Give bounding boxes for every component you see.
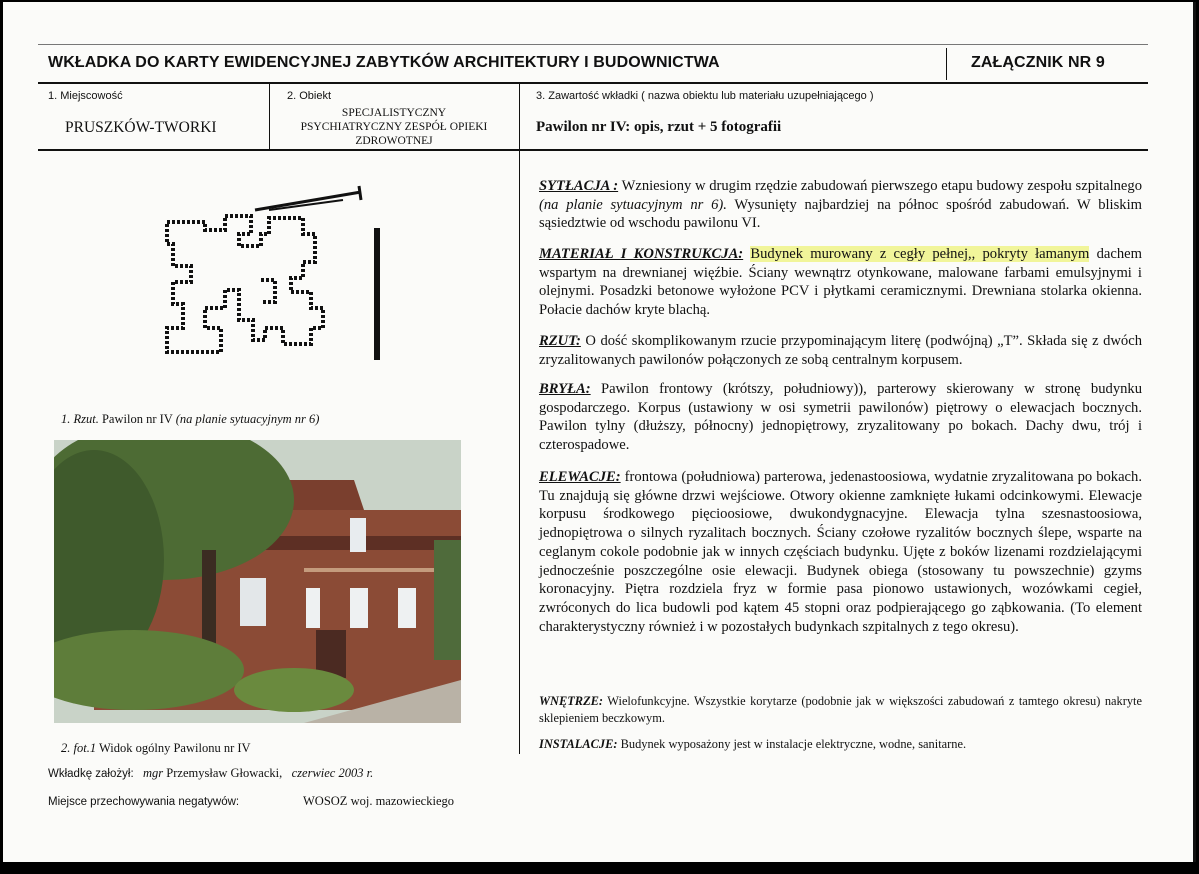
- photo-gable: [284, 480, 364, 510]
- author-name: Przemysław Głowacki,: [166, 766, 283, 780]
- building-photo: [54, 440, 461, 723]
- storage-line: [48, 794, 455, 809]
- author-title: mgr: [143, 766, 164, 780]
- section-text: dachem wspartym na drewnianej więźbie. Ściany wewnątrz otynkowane, malowane farbami emulsyjnymi i olejnymi. Posadzki betonowe wyłożone PCV i płytkami ceramicznymi. Drewniana stolarka okienna. Połacie dachów kryte blachą.: [539, 246, 1142, 319]
- section-heading: SYTŁACJA :: [539, 178, 619, 194]
- section-text: Pawilon frontowy (krótszy, południowy)), parterowy skierowany w stronę budynku gospodarczego. Korpus (ustawiony w osi symetrii pawilonów) piętrowy o elewacjach bocznych. Pawilon tylny (dłuższy, północny) jednopiętrowy, zryzalitowany po bokach. Dachy dwu, trój i czterospadowe.: [539, 381, 1143, 454]
- column-divider: [519, 84, 520, 754]
- fields-rule: [38, 149, 1148, 151]
- photo-window: [240, 578, 266, 626]
- section-elewacje: [539, 468, 1142, 636]
- photo-window: [350, 518, 366, 552]
- storage-label: Miejsce przechowywania negatywów:: [48, 796, 240, 808]
- floor-plan-outline: [167, 216, 323, 352]
- photo-tree-right: [434, 540, 461, 660]
- north-arrow-tick: [359, 186, 361, 200]
- section-instalacje: [539, 736, 1142, 753]
- photo-caption-text: Widok ogólny Pawilonu nr IV: [98, 741, 251, 755]
- plan-caption-rzut: Rzut.: [73, 412, 99, 426]
- record-card: [3, 2, 1196, 862]
- plan-caption: [61, 412, 319, 427]
- section-text: Wielofunkcyjne. Wszystkie korytarze (podobnie jak w większości zabudowań z tamtego okresu) nakryte sklepieniem beczkowym.: [539, 694, 1142, 725]
- photo-caption-fot: fot.1: [73, 741, 97, 755]
- section-material: [539, 245, 1142, 320]
- photo-window: [350, 588, 368, 628]
- floor-plan-inner: [261, 280, 275, 302]
- object-label: 2. Obiekt: [287, 90, 332, 102]
- floor-plan-drawing: [143, 182, 393, 372]
- section-text: frontowa (południowa) parterowa, jedenastoosiowa, wydatnie zryzalitowana po bokach. Tu znajdują się główne drzwi wejściowe. Otwory okienne zamknięte łukami odcinkowymi. Elewacje korpusu środkowego pięcioosiowe, dwukondygnacyjne. Elewacja tylna szesnastoosiowa, jednopiętrowa o silnych ryzalitach bocznych. Ściany czołowe ryzalitów bocznych ślepe, wsparte na ceglanym cokole podobnie jak w innych częściach budynku. Ujęte z boków lizenami rozdzielającymi jednocześnie poszczególne osie elewacji. Budynek obiega (stosowany tu powszechnie) gzyms koronacyjny. Piętra rozdziela fryz w formie pasa pionowo ustawionych, wozówkami cegieł, zwróconych do lica budowli pod kątem 45 stopni oraz podpierającego go ząbkowania. (To element charakterystyczny również i w pozostałych budynkach szpitalnych z tego okresu).: [539, 469, 1142, 635]
- header-rule: [38, 82, 1148, 84]
- locality-value: PRUSZKÓW-TWORKI: [65, 119, 217, 136]
- plan-caption-num: 1.: [61, 412, 71, 426]
- object-value-line: PSYCHIATRYCZNY ZESPÓŁ OPIEKI: [300, 121, 488, 133]
- photo-window: [306, 588, 320, 628]
- section-bryla: [539, 380, 1142, 455]
- storage-value: WOSOZ woj. mazowieckiego: [303, 794, 455, 808]
- top-border: [38, 44, 1148, 45]
- section-text-italic: (na planie sytuacyjnym nr 6).: [539, 196, 727, 213]
- section-rzut: [539, 332, 1142, 369]
- object-value-line: ZDROWOTNEJ: [355, 135, 433, 147]
- section-text: Budynek wyposażony jest w instalacje elektryczne, wodne, sanitarne.: [620, 737, 967, 751]
- north-arrow-line: [255, 192, 361, 210]
- locality-label: 1. Miejscowość: [48, 90, 123, 102]
- author-line: [48, 766, 373, 781]
- section-text: Wysunięty najbardziej na północ spośród zabudowań. W bliskim sąsiedztwie od wschodu pawilonu VI.: [539, 196, 1142, 232]
- contents-label: 3. Zawartość wkładki ( nazwa obiektu lub materiału uzupełniającego ): [536, 90, 874, 102]
- photo-window: [398, 588, 416, 628]
- card-title: WKŁADKA DO KARTY EWIDENCYJNEJ ZABYTKÓW ARCHITEKTURY I BUDOWNICTWA: [48, 54, 720, 71]
- object-value-line: SPECJALISTYCZNY: [341, 107, 447, 119]
- section-heading: BRYŁA:: [539, 381, 591, 397]
- attachment-number: ZAŁĄCZNIK NR 9: [971, 54, 1105, 71]
- section-heading: RZUT:: [539, 333, 581, 349]
- highlighted-text: Budynek murowany z cegły pełnej,, pokryty łamanym: [750, 246, 1090, 262]
- section-heading: MATERIAŁ I KONSTRUKCJA:: [539, 246, 744, 262]
- section-text: O dość skomplikowanym rzucie przypominającym literę (podwójną) „T”. Składa się z dwóch zryzalitowanych pawilonów połączonych ze sobą centralnym korpusem.: [539, 333, 1142, 368]
- section-sytuacja: [539, 177, 1142, 233]
- author-label: Wkładkę założył:: [48, 768, 134, 780]
- section-heading: ELEWACJE:: [539, 469, 621, 485]
- scale-bar: [374, 228, 380, 360]
- author-date: czerwiec 2003 r.: [291, 766, 374, 780]
- field-divider-1: [269, 84, 270, 150]
- title-divider: [946, 48, 947, 80]
- plan-caption-note: (na planie sytuacyjnym nr 6): [175, 412, 320, 426]
- section-text: Wzniesiony w drugim rzędzie zabudowań pierwszego etapu budowy zespołu szpitalnego: [621, 178, 1143, 194]
- photo-caption: [61, 741, 251, 756]
- section-heading: WNĘTRZE:: [539, 694, 604, 708]
- photo-shrubs: [234, 668, 354, 712]
- object-value: [271, 106, 517, 148]
- photo-caption-num: 2.: [61, 741, 71, 755]
- section-heading: INSTALACJE:: [539, 737, 618, 751]
- plan-caption-text: Pawilon nr IV: [101, 412, 173, 426]
- section-wnetrze: [539, 693, 1142, 726]
- contents-value: Pawilon nr IV: opis, rzut + 5 fotografii: [536, 119, 782, 135]
